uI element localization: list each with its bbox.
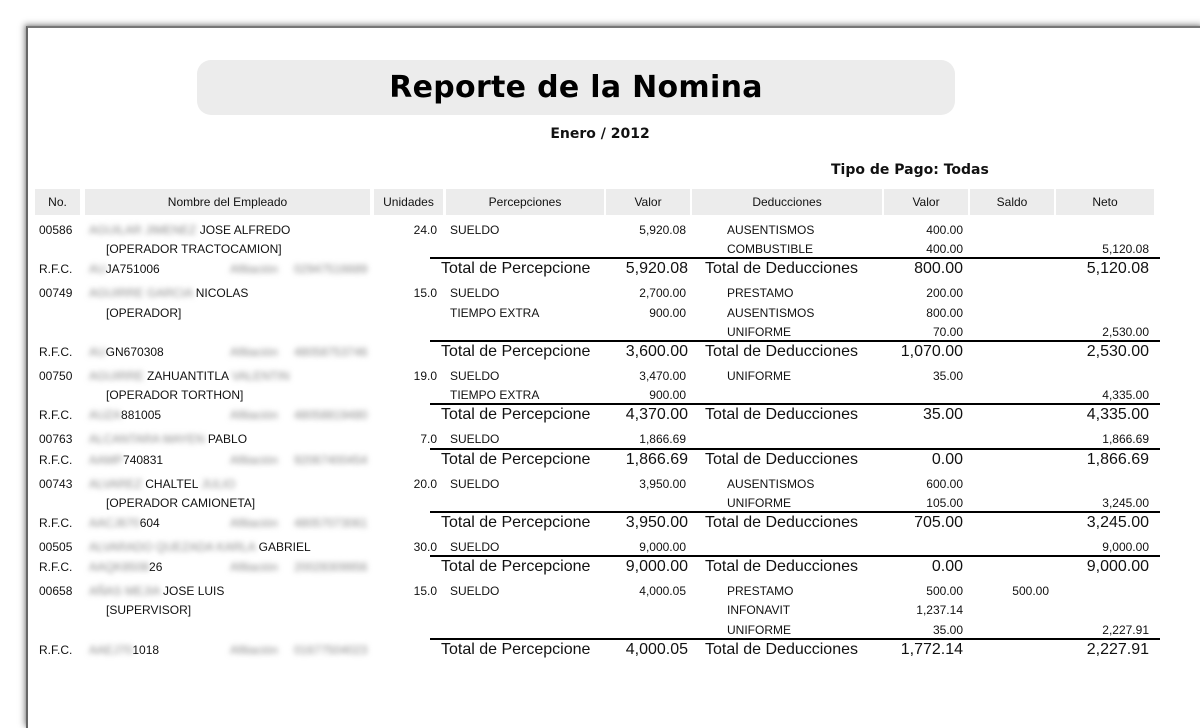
rfc-label: R.F.C.	[39, 560, 73, 575]
total-perception-value: 4,000.05	[625, 640, 688, 658]
total-perception-value: 9,000.00	[625, 558, 688, 576]
rfc-value	[89, 345, 164, 359]
perception-name: SUELDO	[450, 540, 500, 554]
total-perception-value: 1,866.69	[625, 450, 688, 468]
units: 15.0	[413, 584, 437, 599]
total-deduction-label: Total de Deducciones	[705, 450, 858, 468]
deduction-value: 600.00	[926, 476, 963, 491]
total-divider	[430, 340, 1160, 342]
deduction-name: AUSENTISMOS	[727, 476, 815, 491]
total-divider	[430, 448, 1160, 450]
employee-name	[89, 369, 290, 383]
units: 30.0	[413, 540, 437, 554]
employee-number: 00658	[39, 584, 73, 599]
rfc-value	[89, 560, 162, 574]
header-percepciones: Percepciones	[446, 189, 604, 215]
total-perception-value: 3,950.00	[625, 514, 688, 531]
employee-position: [OPERADOR]	[106, 305, 182, 320]
redacted-text: AU	[89, 345, 106, 359]
deduction-name: UNIFORME	[727, 495, 791, 510]
header-no: No.	[35, 189, 80, 215]
afiliacion-label: Afiliación	[230, 262, 279, 277]
rfc-value	[89, 408, 161, 422]
employee-name	[89, 584, 224, 598]
visible-text: GABRIEL	[258, 540, 311, 554]
deduction-name: INFONAVIT	[727, 603, 791, 618]
title-banner	[197, 60, 955, 115]
deduction-name: PRESTAMO	[727, 286, 794, 301]
employee-name	[89, 286, 248, 300]
header-deducciones: Deducciones	[692, 189, 882, 215]
deduction-value: 35.00	[932, 622, 963, 637]
rfc-value	[89, 262, 160, 276]
afiliacion-number: 48057073061	[294, 516, 368, 530]
afiliacion-number: 48058819480	[294, 408, 368, 423]
perception-value: 2,700.00	[639, 286, 686, 301]
total-deduction-value: 1,772.14	[900, 640, 963, 658]
deduction-name: UNIFORME	[727, 622, 791, 637]
perception-name: SUELDO	[450, 286, 500, 301]
total-perception-label: Total de Percepcione	[441, 514, 591, 531]
visible-text: GN670308	[105, 345, 164, 359]
total-deduction-label: Total de Deducciones	[705, 260, 858, 278]
redacted-text: VALENTIN	[228, 369, 290, 383]
header-nombre-del-empleado: Nombre del Empleado	[85, 189, 370, 215]
deduction-value: 200.00	[926, 286, 963, 301]
employee-name	[89, 223, 290, 237]
visible-text: PABLO	[207, 432, 248, 447]
rfc-label: R.F.C.	[39, 642, 73, 657]
rfc-label: R.F.C.	[39, 262, 73, 277]
redacted-text: AAEJ70	[89, 642, 133, 657]
perception-value: 3,470.00	[639, 369, 686, 383]
perception-value: 5,920.08	[639, 223, 686, 237]
saldo-value: 500.00	[1012, 584, 1049, 599]
deduction-value: 400.00	[926, 223, 963, 237]
total-perception-value: 5,920.08	[625, 260, 688, 278]
redacted-text: ALVARADO QUEZADA KARLA	[89, 540, 259, 554]
redacted-text: AGUILAR JIMENEZ	[89, 223, 200, 237]
total-deduction-label: Total de Deducciones	[705, 406, 858, 424]
afiliacion-number: 48058753746	[294, 345, 368, 359]
redacted-text: AAMP	[89, 452, 124, 467]
redacted-text: AACJ670	[89, 516, 140, 530]
perception-name: SUELDO	[450, 432, 500, 447]
afiliacion-label: Afiliación	[230, 560, 279, 575]
total-deduction-value: 800.00	[914, 260, 963, 278]
total-perception-label: Total de Percepcione	[441, 558, 591, 576]
employee-position: [SUPERVISOR]	[106, 603, 192, 618]
employee-name	[89, 540, 311, 554]
afiliacion-number: 01677504023	[294, 642, 368, 657]
total-deduction-value: 705.00	[914, 514, 963, 531]
visible-text: NICOLAS	[195, 286, 249, 301]
redacted-text: AGUIRRE	[89, 369, 148, 383]
perception-name: SUELDO	[450, 369, 500, 383]
perception-name: TIEMPO EXTRA	[450, 388, 540, 403]
total-perception-label: Total de Percepcione	[441, 450, 591, 468]
units: 24.0	[413, 223, 437, 237]
total-perception-label: Total de Percepcione	[441, 640, 591, 658]
afiliacion-number: 92067400454	[294, 452, 368, 467]
total-perception-value: 4,370.00	[625, 406, 688, 424]
deduction-name: COMBUSTIBLE	[727, 242, 814, 257]
deduction-name: UNIFORME	[727, 324, 791, 339]
deduction-name: AUSENTISMOS	[727, 305, 815, 320]
total-divider	[430, 403, 1160, 405]
afiliacion-label: Afiliación	[230, 642, 279, 657]
tipo-pago: Tipo de Pago: Todas	[831, 162, 989, 178]
rfc-label: R.F.C.	[39, 516, 73, 530]
visible-text: JA751006	[105, 262, 160, 277]
header-unidades: Unidades	[374, 189, 443, 215]
afiliacion-label: Afiliación	[230, 408, 279, 423]
perception-value: 4,000.05	[639, 584, 686, 599]
employee-number: 00750	[39, 369, 73, 383]
total-deduction-label: Total de Deducciones	[705, 343, 858, 360]
employee-name	[89, 432, 247, 446]
header-valor: Valor	[606, 189, 690, 215]
visible-text: JOSE ALFREDO	[199, 223, 291, 237]
neto-value: 9,000.00	[1102, 540, 1149, 554]
visible-text: 881005	[121, 408, 162, 423]
total-divider	[430, 555, 1160, 557]
deduction-value: 105.00	[926, 495, 963, 510]
perception-value: 900.00	[649, 305, 686, 320]
afiliacion-number: 20028309956	[294, 560, 368, 575]
redacted-text: AÑAS MEJIA	[89, 584, 164, 599]
total-neto-value: 4,335.00	[1086, 406, 1149, 424]
total-neto-value: 2,530.00	[1086, 343, 1149, 360]
redacted-text: ALCANTARA MAYEN	[89, 432, 208, 447]
total-neto-value: 2,227.91	[1086, 640, 1149, 658]
employee-position: [OPERADOR TRACTOCAMION]	[106, 242, 282, 257]
total-deduction-value: 35.00	[922, 406, 963, 424]
afiliacion-label: Afiliación	[230, 345, 279, 359]
total-neto-value: 9,000.00	[1086, 558, 1149, 576]
rfc-label: R.F.C.	[39, 408, 73, 423]
units: 7.0	[420, 432, 437, 447]
total-divider	[430, 638, 1160, 640]
visible-text: JOSE LUIS	[163, 584, 225, 599]
total-neto-value: 5,120.08	[1086, 260, 1149, 278]
header-neto: Neto	[1056, 189, 1154, 215]
deduction-value: 400.00	[926, 242, 963, 257]
deduction-value: 1,237.14	[916, 603, 963, 618]
perception-value: 900.00	[649, 388, 686, 403]
perception-name: SUELDO	[450, 223, 500, 237]
afiliacion-label: Afiliación	[230, 516, 279, 530]
deduction-value: 800.00	[926, 305, 963, 320]
neto-value: 2,227.91	[1102, 622, 1149, 637]
employee-number: 00743	[39, 476, 73, 491]
redacted-text: JULIO	[197, 476, 236, 491]
total-neto-value: 1,866.69	[1086, 450, 1149, 468]
redacted-text: ALVAREZ	[89, 476, 146, 491]
redacted-text: AAQK8508	[89, 560, 150, 575]
units: 20.0	[413, 476, 437, 491]
employee-position: [OPERADOR TORTHON]	[106, 388, 244, 403]
total-divider	[430, 511, 1160, 513]
perception-value: 1,866.69	[639, 432, 686, 447]
perception-value: 9,000.00	[639, 540, 686, 554]
deduction-name: AUSENTISMOS	[727, 223, 815, 237]
redacted-text: AU	[89, 262, 106, 277]
neto-value: 3,245.00	[1102, 495, 1149, 510]
total-perception-label: Total de Percepcione	[441, 260, 591, 278]
perception-name: SUELDO	[450, 584, 500, 599]
employee-number: 00749	[39, 286, 73, 301]
report-period: Enero / 2012	[550, 126, 650, 142]
neto-value: 2,530.00	[1102, 324, 1149, 339]
deduction-value: 35.00	[932, 369, 963, 383]
rfc-value	[89, 516, 160, 530]
total-deduction-label: Total de Deducciones	[705, 514, 858, 531]
total-deduction-value: 1,070.00	[900, 343, 963, 360]
total-neto-value: 3,245.00	[1086, 514, 1149, 531]
deduction-value: 500.00	[926, 584, 963, 599]
visible-text: ZAHUANTITLA	[147, 369, 229, 383]
visible-text: CHALTEL	[145, 476, 198, 491]
rfc-label: R.F.C.	[39, 345, 73, 359]
perception-name: TIEMPO EXTRA	[450, 305, 540, 320]
total-divider	[430, 257, 1160, 259]
total-deduction-label: Total de Deducciones	[705, 558, 858, 576]
rfc-label: R.F.C.	[39, 452, 73, 467]
deduction-name: PRESTAMO	[727, 584, 794, 599]
redacted-text: AUZA	[89, 408, 122, 423]
neto-value: 5,120.08	[1102, 242, 1149, 257]
total-perception-label: Total de Percepcione	[441, 406, 591, 424]
perception-value: 3,950.00	[639, 476, 686, 491]
total-deduction-value: 0.00	[931, 558, 963, 576]
units: 19.0	[413, 369, 437, 383]
employee-number: 00586	[39, 223, 73, 237]
redacted-text: AGUIRRE GARCIA	[89, 286, 196, 301]
rfc-value	[89, 643, 159, 657]
afiliacion-label: Afiliación	[230, 452, 279, 467]
total-deduction-value: 0.00	[931, 450, 963, 468]
employee-position: [OPERADOR CAMIONETA]	[106, 495, 256, 510]
employee-number: 00763	[39, 432, 73, 447]
neto-value: 4,335.00	[1102, 388, 1149, 403]
visible-text: 26	[149, 560, 163, 575]
units: 15.0	[413, 286, 437, 301]
visible-text: 740831	[123, 452, 164, 467]
header-saldo: Saldo	[970, 189, 1054, 215]
report-title: Reporte de la Nomina	[389, 70, 763, 105]
afiliacion-number: 02947516689	[294, 262, 368, 277]
header-valor: Valor	[884, 189, 968, 215]
total-perception-value: 3,600.00	[625, 343, 688, 360]
visible-text: 604	[139, 516, 160, 530]
employee-number: 00505	[39, 540, 73, 554]
deduction-name: UNIFORME	[727, 369, 791, 383]
employee-name	[89, 477, 235, 491]
perception-name: SUELDO	[450, 476, 500, 491]
neto-value: 1,866.69	[1102, 432, 1149, 447]
deduction-value: 70.00	[932, 324, 963, 339]
total-perception-label: Total de Percepcione	[441, 343, 591, 360]
visible-text: 1018	[132, 642, 160, 657]
total-deduction-label: Total de Deducciones	[705, 640, 858, 658]
rfc-value	[89, 453, 163, 467]
